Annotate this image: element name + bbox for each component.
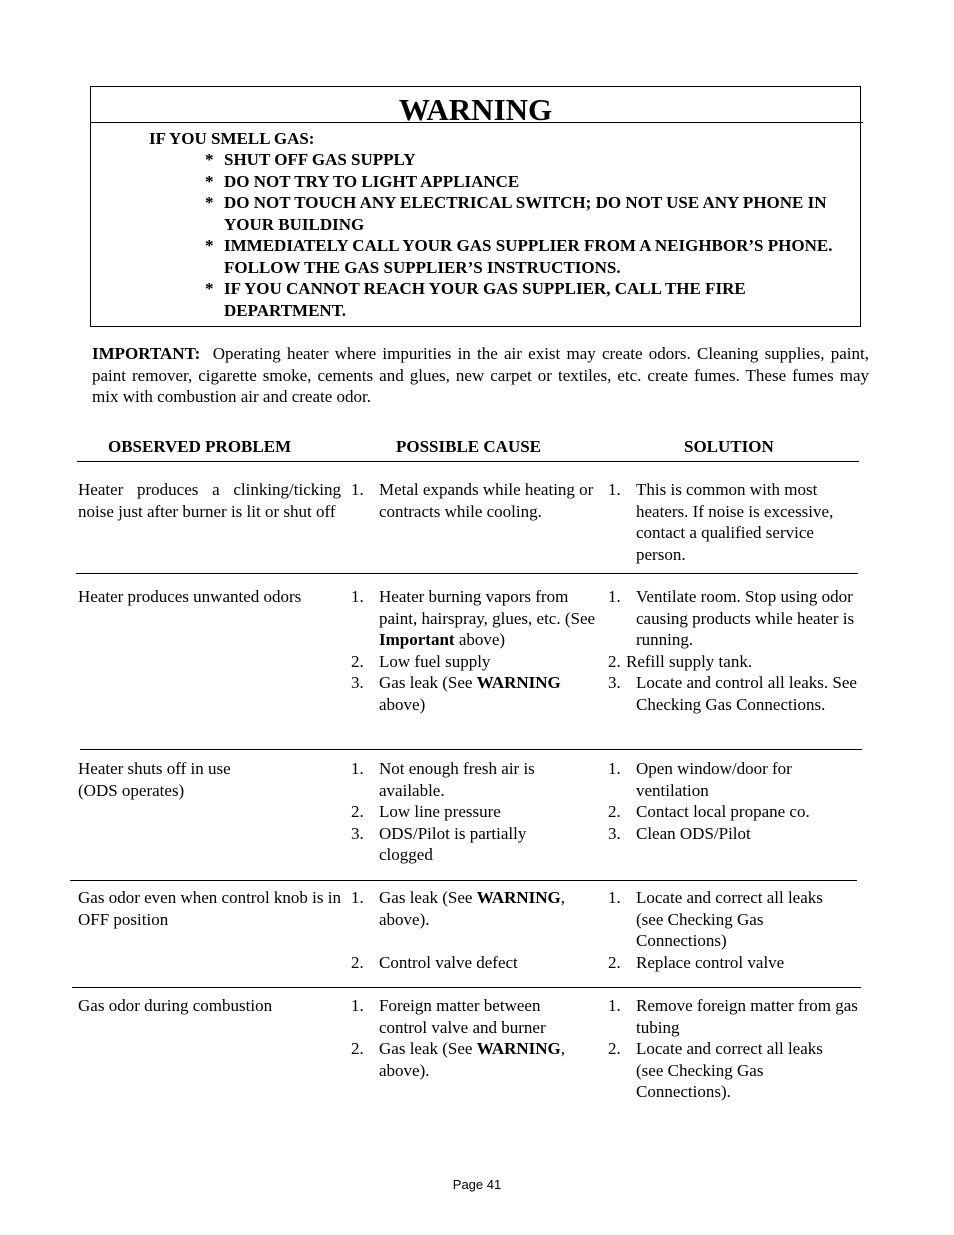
cause-item: 1. Foreign matter between control valve and burner xyxy=(351,996,546,1037)
important-note xyxy=(92,343,869,408)
problem-cell: Heater produces a clinking/ticking noise just after burner is lit or shut off xyxy=(78,480,341,521)
warning-item-text: IF YOU CANNOT REACH YOUR GAS SUPPLIER, CALL THE FIRE DEPARTMENT. xyxy=(224,279,746,320)
problem-cell: Gas odor during combustion xyxy=(78,996,273,1015)
cause-item: 2. Low line pressure xyxy=(351,802,501,821)
solution-item: 2. Refill supply tank. xyxy=(608,651,753,671)
row-divider xyxy=(76,573,858,574)
bullet-star: * xyxy=(205,171,214,191)
solution-cell xyxy=(608,479,860,565)
solution-item: 1. Locate and correct all leaks (see Checking Gas Connections) xyxy=(608,888,823,950)
cause-item: 1. Metal expands while heating or contracts while cooling. xyxy=(351,480,594,521)
solution-item: 1. Ventilate room. Stop using odor causing products while heater is running. xyxy=(608,587,855,649)
header-observed-problem: OBSERVED PROBLEM xyxy=(108,437,292,456)
row-divider xyxy=(80,749,862,750)
cause-item: 1. Gas leak (See WARNING, above). xyxy=(351,888,566,929)
important-text: Operating heater where impurities in the air exist may create odors. Cleaning supplies, paint, paint remover, cigarette smoke, cements and glues, new carpet or textiles, etc. create fumes. These fumes may mix with combustion air and create odor. xyxy=(92,344,869,406)
warning-list xyxy=(205,149,845,321)
solution-cell xyxy=(608,758,860,844)
warning-item-text: IMMEDIATELY CALL YOUR GAS SUPPLIER FROM A NEIGHBOR’S PHONE. FOLLOW THE GAS SUPPLIER’S INSTRUCTIONS. xyxy=(224,236,833,277)
warning-box xyxy=(90,86,861,327)
solution-item: 2. Contact local propane co. xyxy=(608,802,810,821)
warning-item xyxy=(205,171,845,193)
bullet-star: * xyxy=(205,279,214,298)
solution-cell xyxy=(608,586,860,715)
header-possible-cause: POSSIBLE CAUSE xyxy=(396,437,542,456)
page-number: Page 41 xyxy=(452,1177,502,1192)
solution-item: 3. Clean ODS/Pilot xyxy=(608,823,751,843)
warning-title: WARNING xyxy=(398,92,553,127)
warning-divider xyxy=(91,122,863,123)
solution-item: 1. Open window/door for ventilation xyxy=(608,759,792,800)
warning-item-text: DO NOT TRY TO LIGHT APPLIANCE xyxy=(224,171,520,191)
solution-item: 2. Replace control valve xyxy=(608,952,785,972)
row-divider xyxy=(70,880,857,881)
solution-item: 3. Locate and control all leaks. See Checking Gas Connections. xyxy=(608,673,857,714)
cause-item: 1. Not enough fresh air is available. xyxy=(351,759,535,800)
cause-item: 3. Gas leak (See WARNING above) xyxy=(351,673,561,714)
cause-cell xyxy=(351,995,597,1081)
header-solution: SOLUTION xyxy=(684,437,774,456)
warning-item xyxy=(205,192,845,235)
warning-item xyxy=(205,278,845,321)
solution-item: 1. Remove foreign matter from gas tubing xyxy=(608,996,858,1037)
solution-item: 2. Locate and correct all leaks (see Checking Gas Connections). xyxy=(608,1039,823,1101)
cause-item: 2. Control valve defect xyxy=(351,952,518,972)
cause-cell xyxy=(351,758,597,866)
cause-cell xyxy=(351,586,597,715)
problem-cell: Heater produces unwanted odors xyxy=(78,587,302,606)
problem-cell: Gas odor even when control knob is in OFF position xyxy=(78,888,341,929)
cause-item: 3. ODS/Pilot is partially clogged xyxy=(351,823,527,864)
warning-item xyxy=(205,235,845,278)
cause-item: 2. Low fuel supply xyxy=(351,651,491,671)
cause-cell xyxy=(351,479,597,522)
solution-item: 1. This is common with most heaters. If noise is excessive, contact a qualified service person. xyxy=(608,480,834,564)
solution-cell xyxy=(608,887,860,973)
row-divider xyxy=(72,987,861,988)
cause-cell xyxy=(351,887,597,973)
warning-lead: IF YOU SMELL GAS: xyxy=(149,129,315,148)
problem-cell: Heater shuts off in use (ODS operates) xyxy=(78,759,231,800)
cause-item: 1. Heater burning vapors from paint, hairspray, glues, etc. (See Important above) xyxy=(351,587,596,649)
warning-item-text: SHUT OFF GAS SUPPLY xyxy=(224,150,416,169)
bullet-star: * xyxy=(205,150,214,169)
header-rule xyxy=(77,461,859,462)
bullet-star: * xyxy=(205,236,214,255)
cause-item: 2. Gas leak (See WARNING, above). xyxy=(351,1039,566,1080)
warning-item xyxy=(205,149,845,171)
warning-item-text: DO NOT TOUCH ANY ELECTRICAL SWITCH; DO NOT USE ANY PHONE IN YOUR BUILDING xyxy=(224,193,827,234)
bullet-star: * xyxy=(205,193,214,212)
important-label: IMPORTANT: xyxy=(92,344,201,363)
solution-cell xyxy=(608,995,860,1103)
